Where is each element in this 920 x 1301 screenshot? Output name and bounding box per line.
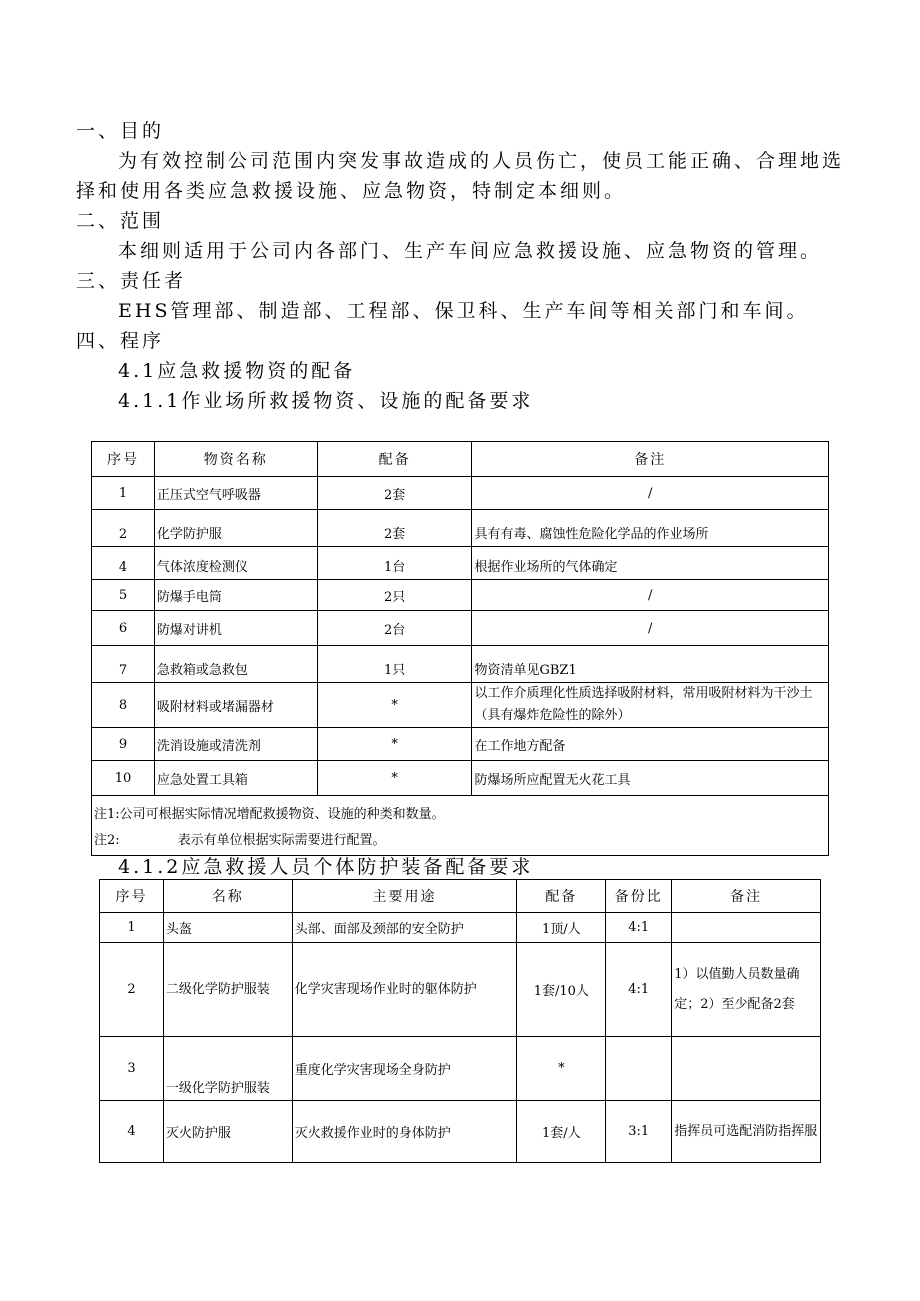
item-name: 正压式空气呼吸器 <box>154 477 317 510</box>
item-qty: * <box>317 728 472 761</box>
rescue-supplies-table <box>91 441 829 856</box>
equipment-use: 化学灾害现场作业时的躯体防护 <box>292 943 517 1037</box>
equipment-use: 头部、面部及颈部的安全防护 <box>292 913 517 943</box>
item-note: 具有有毒、腐蚀性危险化学品的作业场所 <box>472 510 829 547</box>
row-number: 2 <box>92 510 155 547</box>
section-1-body-line-1: 为有效控制公司范围内突发事故造成的人员伤亡，使员工能正确、合理地选 <box>118 150 845 172</box>
table-row <box>100 1037 821 1101</box>
table-row <box>100 943 821 1037</box>
row-number: 1 <box>100 913 164 943</box>
table-notes-row <box>92 796 829 856</box>
row-number: 8 <box>92 683 155 728</box>
item-qty: * <box>317 683 472 728</box>
table-notes <box>92 796 829 856</box>
item-name: 气体浓度检测仪 <box>154 547 317 580</box>
header-cell: 物资名称 <box>154 442 317 477</box>
table-row <box>92 510 829 547</box>
table-row <box>92 646 829 683</box>
equipment-note <box>672 913 821 943</box>
table-row <box>100 1101 821 1163</box>
section-2-title: 二、范围 <box>76 210 165 232</box>
table-row <box>92 477 829 510</box>
note-2-label: 注2: <box>94 833 120 848</box>
equipment-note <box>672 1037 821 1101</box>
item-note: 根据作业场所的气体确定 <box>472 547 829 580</box>
item-name: 洗消设施或清洗剂 <box>154 728 317 761</box>
row-number: 9 <box>92 728 155 761</box>
header-cell: 备注 <box>472 442 829 477</box>
item-note: / <box>472 580 829 611</box>
equipment-note: 1）以值勤人员数量确定；2）至少配备2套 <box>672 943 821 1037</box>
item-qty: 1只 <box>317 646 472 683</box>
table-row <box>92 547 829 580</box>
item-qty: 2套 <box>317 477 472 510</box>
item-name: 防爆手电筒 <box>154 580 317 611</box>
item-qty: 2台 <box>317 611 472 646</box>
table-row <box>92 611 829 646</box>
equipment-use: 灭火救援作业时的身体防护 <box>292 1101 517 1163</box>
row-number: 5 <box>92 580 155 611</box>
row-number: 4 <box>92 547 155 580</box>
header-cell: 备注 <box>672 880 821 913</box>
note-1: 注1:公司可根据实际情况增配救援物资、设施的种类和数量。 <box>94 807 445 822</box>
section-4-title: 四、程序 <box>76 330 165 352</box>
header-cell: 序号 <box>92 442 155 477</box>
section-4-1-2-heading: 4.1.2应急救援人员个体防护装备配备要求 <box>118 856 534 878</box>
equipment-qty: * <box>517 1037 606 1101</box>
item-name: 化学防护服 <box>154 510 317 547</box>
item-note: / <box>472 611 829 646</box>
table-row <box>92 761 829 796</box>
header-cell: 名称 <box>163 880 292 913</box>
table-row <box>92 580 829 611</box>
item-note: 以工作介质理化性质选择吸附材料，常用吸附材料为干沙土（具有爆炸危险性的除外） <box>472 683 829 728</box>
item-name: 急救箱或急救包 <box>154 646 317 683</box>
row-number: 3 <box>100 1037 164 1101</box>
equipment-ratio: 4:1 <box>606 943 672 1037</box>
item-qty: 1台 <box>317 547 472 580</box>
row-number: 6 <box>92 611 155 646</box>
equipment-ratio: 3:1 <box>606 1101 672 1163</box>
equipment-qty: 1顶/人 <box>517 913 606 943</box>
item-name: 防爆对讲机 <box>154 611 317 646</box>
equipment-name: 头盔 <box>163 913 292 943</box>
header-cell: 序号 <box>100 880 164 913</box>
row-number: 10 <box>92 761 155 796</box>
section-3-body: EHS管理部、制造部、工程部、保卫科、生产车间等相关部门和车间。 <box>118 300 809 322</box>
header-cell: 备份比 <box>606 880 672 913</box>
table-row <box>92 728 829 761</box>
note-2-text: 表示有单位根据实际需要进行配置。 <box>177 833 386 848</box>
note-2 <box>94 828 826 854</box>
equipment-name: 一级化学防护服装 <box>163 1037 292 1101</box>
section-1-body-line-2: 择和使用各类应急救援设施、应急物资，特制定本细则。 <box>76 180 627 202</box>
equipment-qty: 1套/10人 <box>517 943 606 1037</box>
section-2-body: 本细则适用于公司内各部门、生产车间应急救援设施、应急物资的管理。 <box>118 240 823 262</box>
header-cell: 主要用途 <box>292 880 517 913</box>
equipment-note: 指挥员可选配消防指挥服 <box>672 1101 821 1163</box>
section-4-1-heading: 4.1应急救援物资的配备 <box>118 360 356 382</box>
equipment-ratio: 4:1 <box>606 913 672 943</box>
section-1-title: 一、目的 <box>76 120 165 142</box>
item-note: 防爆场所应配置无火花工具 <box>472 761 829 796</box>
section-4-1-1-heading: 4.1.1作业场所救援物资、设施的配备要求 <box>118 390 534 412</box>
item-note: 在工作地方配备 <box>472 728 829 761</box>
item-note: / <box>472 477 829 510</box>
item-name: 吸附材料或堵漏器材 <box>154 683 317 728</box>
item-qty: 2套 <box>317 510 472 547</box>
item-name: 应急处置工具箱 <box>154 761 317 796</box>
equipment-name: 灭火防护服 <box>163 1101 292 1163</box>
item-note: 物资清单见GBZ1 <box>472 646 829 683</box>
equipment-qty: 1套/人 <box>517 1101 606 1163</box>
item-qty: 2只 <box>317 580 472 611</box>
equipment-name: 二级化学防护服装 <box>163 943 292 1037</box>
row-number: 1 <box>92 477 155 510</box>
table-row <box>100 913 821 943</box>
row-number: 4 <box>100 1101 164 1163</box>
section-3-title: 三、责任者 <box>76 270 187 292</box>
item-qty: * <box>317 761 472 796</box>
table-header-row <box>100 880 821 913</box>
table-row <box>92 683 829 728</box>
equipment-ratio <box>606 1037 672 1101</box>
equipment-use: 重度化学灾害现场全身防护 <box>292 1037 517 1101</box>
header-cell: 配备 <box>517 880 606 913</box>
header-cell: 配备 <box>317 442 472 477</box>
row-number: 7 <box>92 646 155 683</box>
protective-equipment-table <box>99 879 821 1163</box>
row-number: 2 <box>100 943 164 1037</box>
table-header-row <box>92 442 829 477</box>
